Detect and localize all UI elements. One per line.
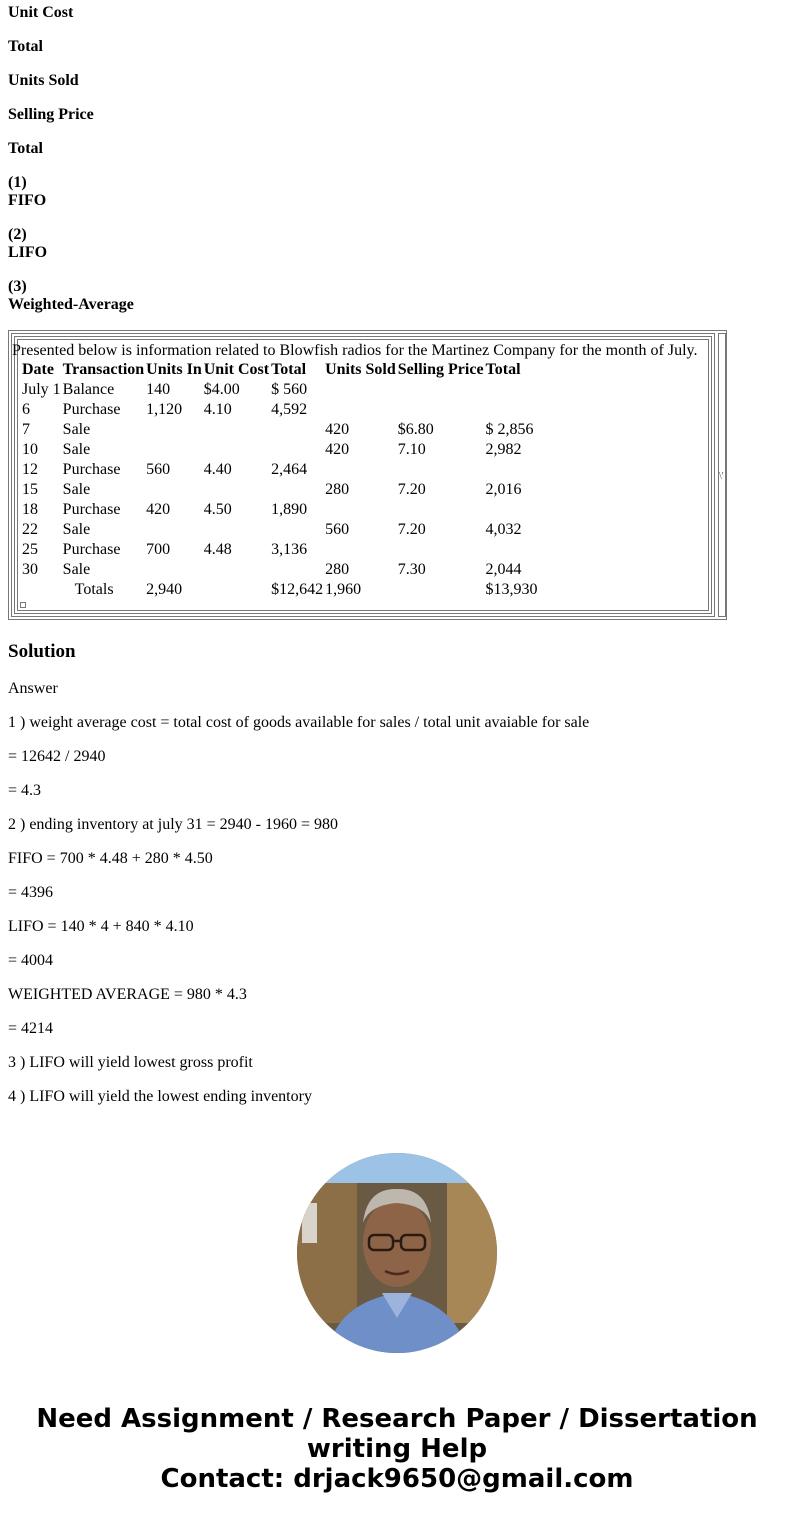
- lifo-number: (2): [8, 226, 27, 243]
- table-cell: 18: [22, 501, 38, 518]
- table-cell: 12: [22, 461, 38, 478]
- solution-line: LIFO = 140 * 4 + 840 * 4.10: [8, 918, 194, 935]
- label-fifo: [8, 174, 46, 210]
- banner-line-2: writing Help: [306, 1434, 488, 1464]
- label-units-sold: Units Sold: [8, 72, 79, 89]
- solution-line: WEIGHTED AVERAGE = 980 * 4.3: [8, 986, 247, 1003]
- solution-line: 3 ) LIFO will yield lowest gross profit: [8, 1054, 253, 1071]
- table-cell: 25: [22, 541, 38, 558]
- table-cell: Sale: [62, 521, 91, 538]
- solution-line: 1 ) weight average cost = total cost of goods available for sales / total unit avaiable for sale: [8, 714, 590, 731]
- table-cell: Purchase: [62, 401, 121, 418]
- table-cell: 3,136: [271, 541, 308, 558]
- header-selling-price: Selling Price: [397, 361, 484, 378]
- header-date: Date: [22, 361, 54, 378]
- solution-line: 2 ) ending inventory at july 31 = 2940 - 1960 = 980: [8, 816, 339, 833]
- label-unit-cost: Unit Cost: [8, 4, 74, 21]
- table-cell: Sale: [62, 481, 91, 498]
- table-cell: [325, 400, 396, 420]
- table-cell: [271, 560, 323, 580]
- fifo-number: (1): [8, 174, 27, 191]
- solution-line: 4 ) LIFO will yield the lowest ending inventory: [8, 1088, 312, 1105]
- table-cell: 4.40: [203, 461, 232, 478]
- contact-banner: [0, 1404, 794, 1494]
- table-cell: 140: [146, 381, 171, 398]
- banner-line-1: Need Assignment / Research Paper / Dissertation: [36, 1404, 758, 1434]
- label-selling-price: Selling Price: [8, 106, 94, 123]
- table-cell: 700: [146, 541, 171, 558]
- totals-cell: $13,930: [485, 581, 538, 598]
- solution-line: FIFO = 700 * 4.48 + 280 * 4.50: [8, 850, 213, 867]
- header-unit-cost: Unit Cost: [203, 361, 270, 378]
- table-cell: $ 2,856: [485, 421, 534, 438]
- table-cell: [486, 380, 538, 400]
- table-cell: 420: [146, 501, 171, 518]
- totals-cell: 1,960: [325, 581, 362, 598]
- table-row: [22, 540, 538, 560]
- table-cell: 6: [22, 401, 30, 418]
- table-cell: Sale: [62, 561, 91, 578]
- table-cell: 4.48: [203, 541, 232, 558]
- table-cell: Sale: [62, 441, 91, 458]
- totals-cell: [204, 580, 269, 600]
- table-cell: $ 560: [271, 381, 308, 398]
- totals-cell: [22, 580, 61, 600]
- table-cell: [398, 540, 484, 560]
- table-cell: [146, 440, 202, 460]
- table-cell: 2,016: [485, 481, 522, 498]
- table-cell: Purchase: [62, 461, 121, 478]
- table-cell: [146, 480, 202, 500]
- frame-right-cell: \': [718, 333, 726, 617]
- table-row: [22, 480, 538, 500]
- table-row: [22, 440, 538, 460]
- table-cell: [271, 520, 323, 540]
- wa-number: (3): [8, 278, 27, 295]
- table-cell: [486, 500, 538, 520]
- solution-line: = 4004: [8, 952, 54, 969]
- table-cell: Purchase: [62, 541, 121, 558]
- table-cell: [325, 500, 396, 520]
- table-row: [22, 380, 538, 400]
- table-cell: 30: [22, 561, 38, 578]
- label-total-2: Total: [8, 140, 43, 157]
- totals-cell: $12,642: [271, 581, 324, 598]
- totals-cell: [398, 580, 484, 600]
- solution-line: = 4396: [8, 884, 54, 901]
- table-cell: 4.50: [203, 501, 232, 518]
- solution-heading: Solution: [8, 641, 76, 662]
- fifo-text: FIFO: [8, 192, 47, 209]
- table-cell: 560: [325, 521, 350, 538]
- table-cell: 2,044: [485, 561, 522, 578]
- solution-line: = 4.3: [8, 782, 42, 799]
- table-cell: [486, 400, 538, 420]
- lifo-text: LIFO: [8, 244, 48, 261]
- label-lifo: [8, 226, 47, 262]
- table-cell: [486, 540, 538, 560]
- author-photo: [297, 1153, 497, 1353]
- header-transaction: Transaction: [62, 361, 145, 378]
- solution-line: Answer: [8, 680, 58, 697]
- table-cell: 7.20: [397, 481, 426, 498]
- table-row: [22, 460, 538, 480]
- table-cell: 2,982: [485, 441, 522, 458]
- table-cell: 4.10: [203, 401, 232, 418]
- banner-line-3: Contact: drjack9650@gmail.com: [160, 1464, 634, 1494]
- table-cell: 420: [325, 421, 350, 438]
- solution-line: = 12642 / 2940: [8, 748, 106, 765]
- totals-row: [22, 580, 538, 600]
- table-cell: $4.00: [203, 381, 240, 398]
- table-cell: 7.30: [397, 561, 426, 578]
- table-cell: 7.20: [397, 521, 426, 538]
- table-cell: 4,032: [485, 521, 522, 538]
- table-cell: 15: [22, 481, 38, 498]
- table-row: [22, 400, 538, 420]
- table-cell: 7.10: [397, 441, 426, 458]
- table-cell: July 1: [22, 381, 61, 398]
- table-cell: [204, 440, 269, 460]
- table-anchor-box: [20, 602, 26, 608]
- inventory-table: [20, 360, 540, 600]
- table-cell: 560: [146, 461, 171, 478]
- table-cell: Purchase: [62, 501, 121, 518]
- table-cell: 280: [325, 481, 350, 498]
- table-cell: [146, 520, 202, 540]
- table-cell: 4,592: [271, 401, 308, 418]
- table-cell: [398, 500, 484, 520]
- header-total-sales: Total: [485, 361, 521, 378]
- table-cell: Sale: [62, 421, 91, 438]
- solution-line: = 4214: [8, 1020, 54, 1037]
- table-cell: [398, 460, 484, 480]
- table-cell: $6.80: [397, 421, 434, 438]
- table-cell: 280: [325, 561, 350, 578]
- table-cell: 22: [22, 521, 38, 538]
- table-cell: [271, 440, 323, 460]
- label-weighted-average: [8, 278, 134, 314]
- table-cell: 10: [22, 441, 38, 458]
- table-header-row: [22, 360, 538, 380]
- problem-intro: Presented below is information related to Blowfish radios for the Martinez Company for the month of July.: [12, 342, 698, 359]
- table-row: [22, 420, 538, 440]
- table-cell: [146, 560, 202, 580]
- table-cell: 420: [325, 441, 350, 458]
- table-cell: [204, 480, 269, 500]
- table-cell: [325, 380, 396, 400]
- table-cell: [398, 380, 484, 400]
- table-cell: [271, 480, 323, 500]
- header-units-sold: Units Sold: [325, 361, 396, 378]
- totals-cell: 2,940: [146, 581, 183, 598]
- table-cell: [486, 460, 538, 480]
- wa-text: Weighted-Average: [8, 296, 134, 313]
- label-total: Total: [8, 38, 43, 55]
- table-cell: Balance: [62, 381, 115, 398]
- totals-cell: Totals: [74, 581, 114, 598]
- table-cell: 1,890: [271, 501, 308, 518]
- header-total: Total: [271, 361, 307, 378]
- table-cell: [204, 420, 269, 440]
- table-row: [22, 520, 538, 540]
- header-units-in: Units In: [146, 361, 202, 378]
- table-cell: [271, 420, 323, 440]
- table-cell: 1,120: [146, 401, 183, 418]
- table-cell: 2,464: [271, 461, 308, 478]
- table-cell: [325, 540, 396, 560]
- table-cell: [325, 460, 396, 480]
- table-cell: [146, 420, 202, 440]
- table-row: [22, 500, 538, 520]
- table-cell: [398, 400, 484, 420]
- table-row: [22, 560, 538, 580]
- table-cell: 7: [22, 421, 30, 438]
- table-cell: [204, 520, 269, 540]
- table-cell: [204, 560, 269, 580]
